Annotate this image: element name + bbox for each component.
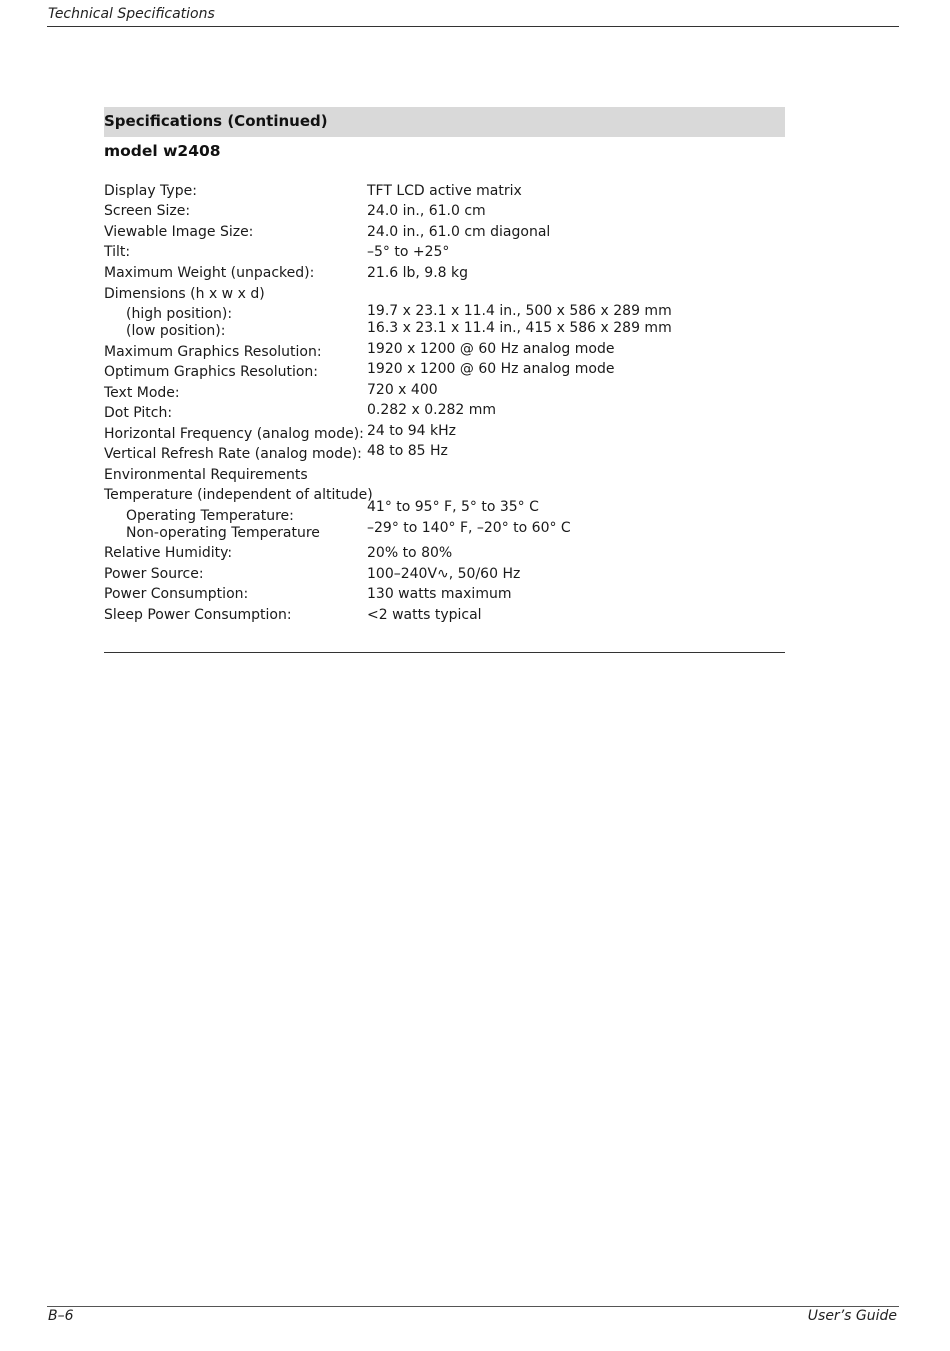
spec-value-text-mode: 720 x 400 (367, 382, 438, 398)
spec-value-humidity: 20% to 80% (367, 545, 453, 561)
spec-label-nonoperating-temp: Non-operating Temperature (126, 525, 320, 541)
spec-label-dot-pitch: Dot Pitch: (104, 405, 173, 421)
spec-value-max-weight: 21.6 lb, 9.8 kg (367, 265, 469, 281)
spec-value-vertical-refresh: 48 to 85 Hz (367, 443, 448, 459)
spec-value-power-source: 100–240V∿, 50/60 Hz (367, 566, 521, 582)
guide-title: User’s Guide (807, 1308, 897, 1324)
spec-label-tilt: Tilt: (104, 244, 131, 260)
spec-label-power-source: Power Source: (104, 566, 204, 582)
page-number: B–6 (48, 1308, 74, 1324)
spec-value-operating-temp: 41° to 95° F, 5° to 35° C (367, 499, 539, 515)
spec-value-screen-size: 24.0 in., 61.0 cm (367, 203, 486, 219)
spec-label-power-consumption: Power Consumption: (104, 586, 249, 602)
table-bottom-divider (104, 652, 785, 653)
footer-divider (47, 1306, 899, 1307)
spec-label-horizontal-frequency: Horizontal Frequency (analog mode): (104, 426, 364, 442)
spec-label-low-position: (low position): (126, 323, 226, 339)
spec-label-temperature: Temperature (independent of altitude) (104, 487, 373, 503)
model-title: model w2408 (104, 142, 221, 160)
spec-value-max-resolution: 1920 x 1200 @ 60 Hz analog mode (367, 341, 615, 357)
header-divider (47, 26, 899, 27)
spec-label-humidity: Relative Humidity: (104, 545, 233, 561)
spec-label-text-mode: Text Mode: (104, 385, 180, 401)
spec-value-viewable-image-size: 24.0 in., 61.0 cm diagonal (367, 224, 551, 240)
spec-value-power-consumption: 130 watts maximum (367, 586, 512, 602)
spec-label-high-position: (high position): (126, 306, 233, 322)
spec-label-screen-size: Screen Size: (104, 203, 191, 219)
spec-value-display-type: TFT LCD active matrix (367, 183, 522, 199)
spec-label-optimum-resolution: Optimum Graphics Resolution: (104, 364, 319, 380)
spec-value-dot-pitch: 0.282 x 0.282 mm (367, 402, 497, 418)
spec-value-high-position: 19.7 x 23.1 x 11.4 in., 500 x 586 x 289 mm (367, 303, 672, 319)
spec-label-viewable-image-size: Viewable Image Size: (104, 224, 254, 240)
spec-label-max-weight: Maximum Weight (unpacked): (104, 265, 315, 281)
spec-label-display-type: Display Type: (104, 183, 197, 199)
spec-label-max-resolution: Maximum Graphics Resolution: (104, 344, 322, 360)
spec-value-horizontal-frequency: 24 to 94 kHz (367, 423, 457, 439)
running-header: Technical Specifications (48, 6, 215, 22)
spec-label-dimensions: Dimensions (h x w x d) (104, 286, 265, 302)
spec-label-vertical-refresh: Vertical Refresh Rate (analog mode): (104, 446, 362, 462)
spec-value-nonoperating-temp: –29° to 140° F, –20° to 60° C (367, 520, 571, 536)
spec-value-low-position: 16.3 x 23.1 x 11.4 in., 415 x 586 x 289 mm (367, 320, 672, 336)
spec-value-sleep-power: <2 watts typical (367, 607, 482, 623)
spec-label-operating-temp: Operating Temperature: (126, 508, 294, 524)
spec-value-tilt: –5° to +25° (367, 244, 450, 260)
spec-value-optimum-resolution: 1920 x 1200 @ 60 Hz analog mode (367, 361, 615, 377)
spec-label-sleep-power: Sleep Power Consumption: (104, 607, 292, 623)
spec-label-environmental: Environmental Requirements (104, 467, 308, 483)
section-title: Specifications (Continued) (104, 112, 328, 130)
